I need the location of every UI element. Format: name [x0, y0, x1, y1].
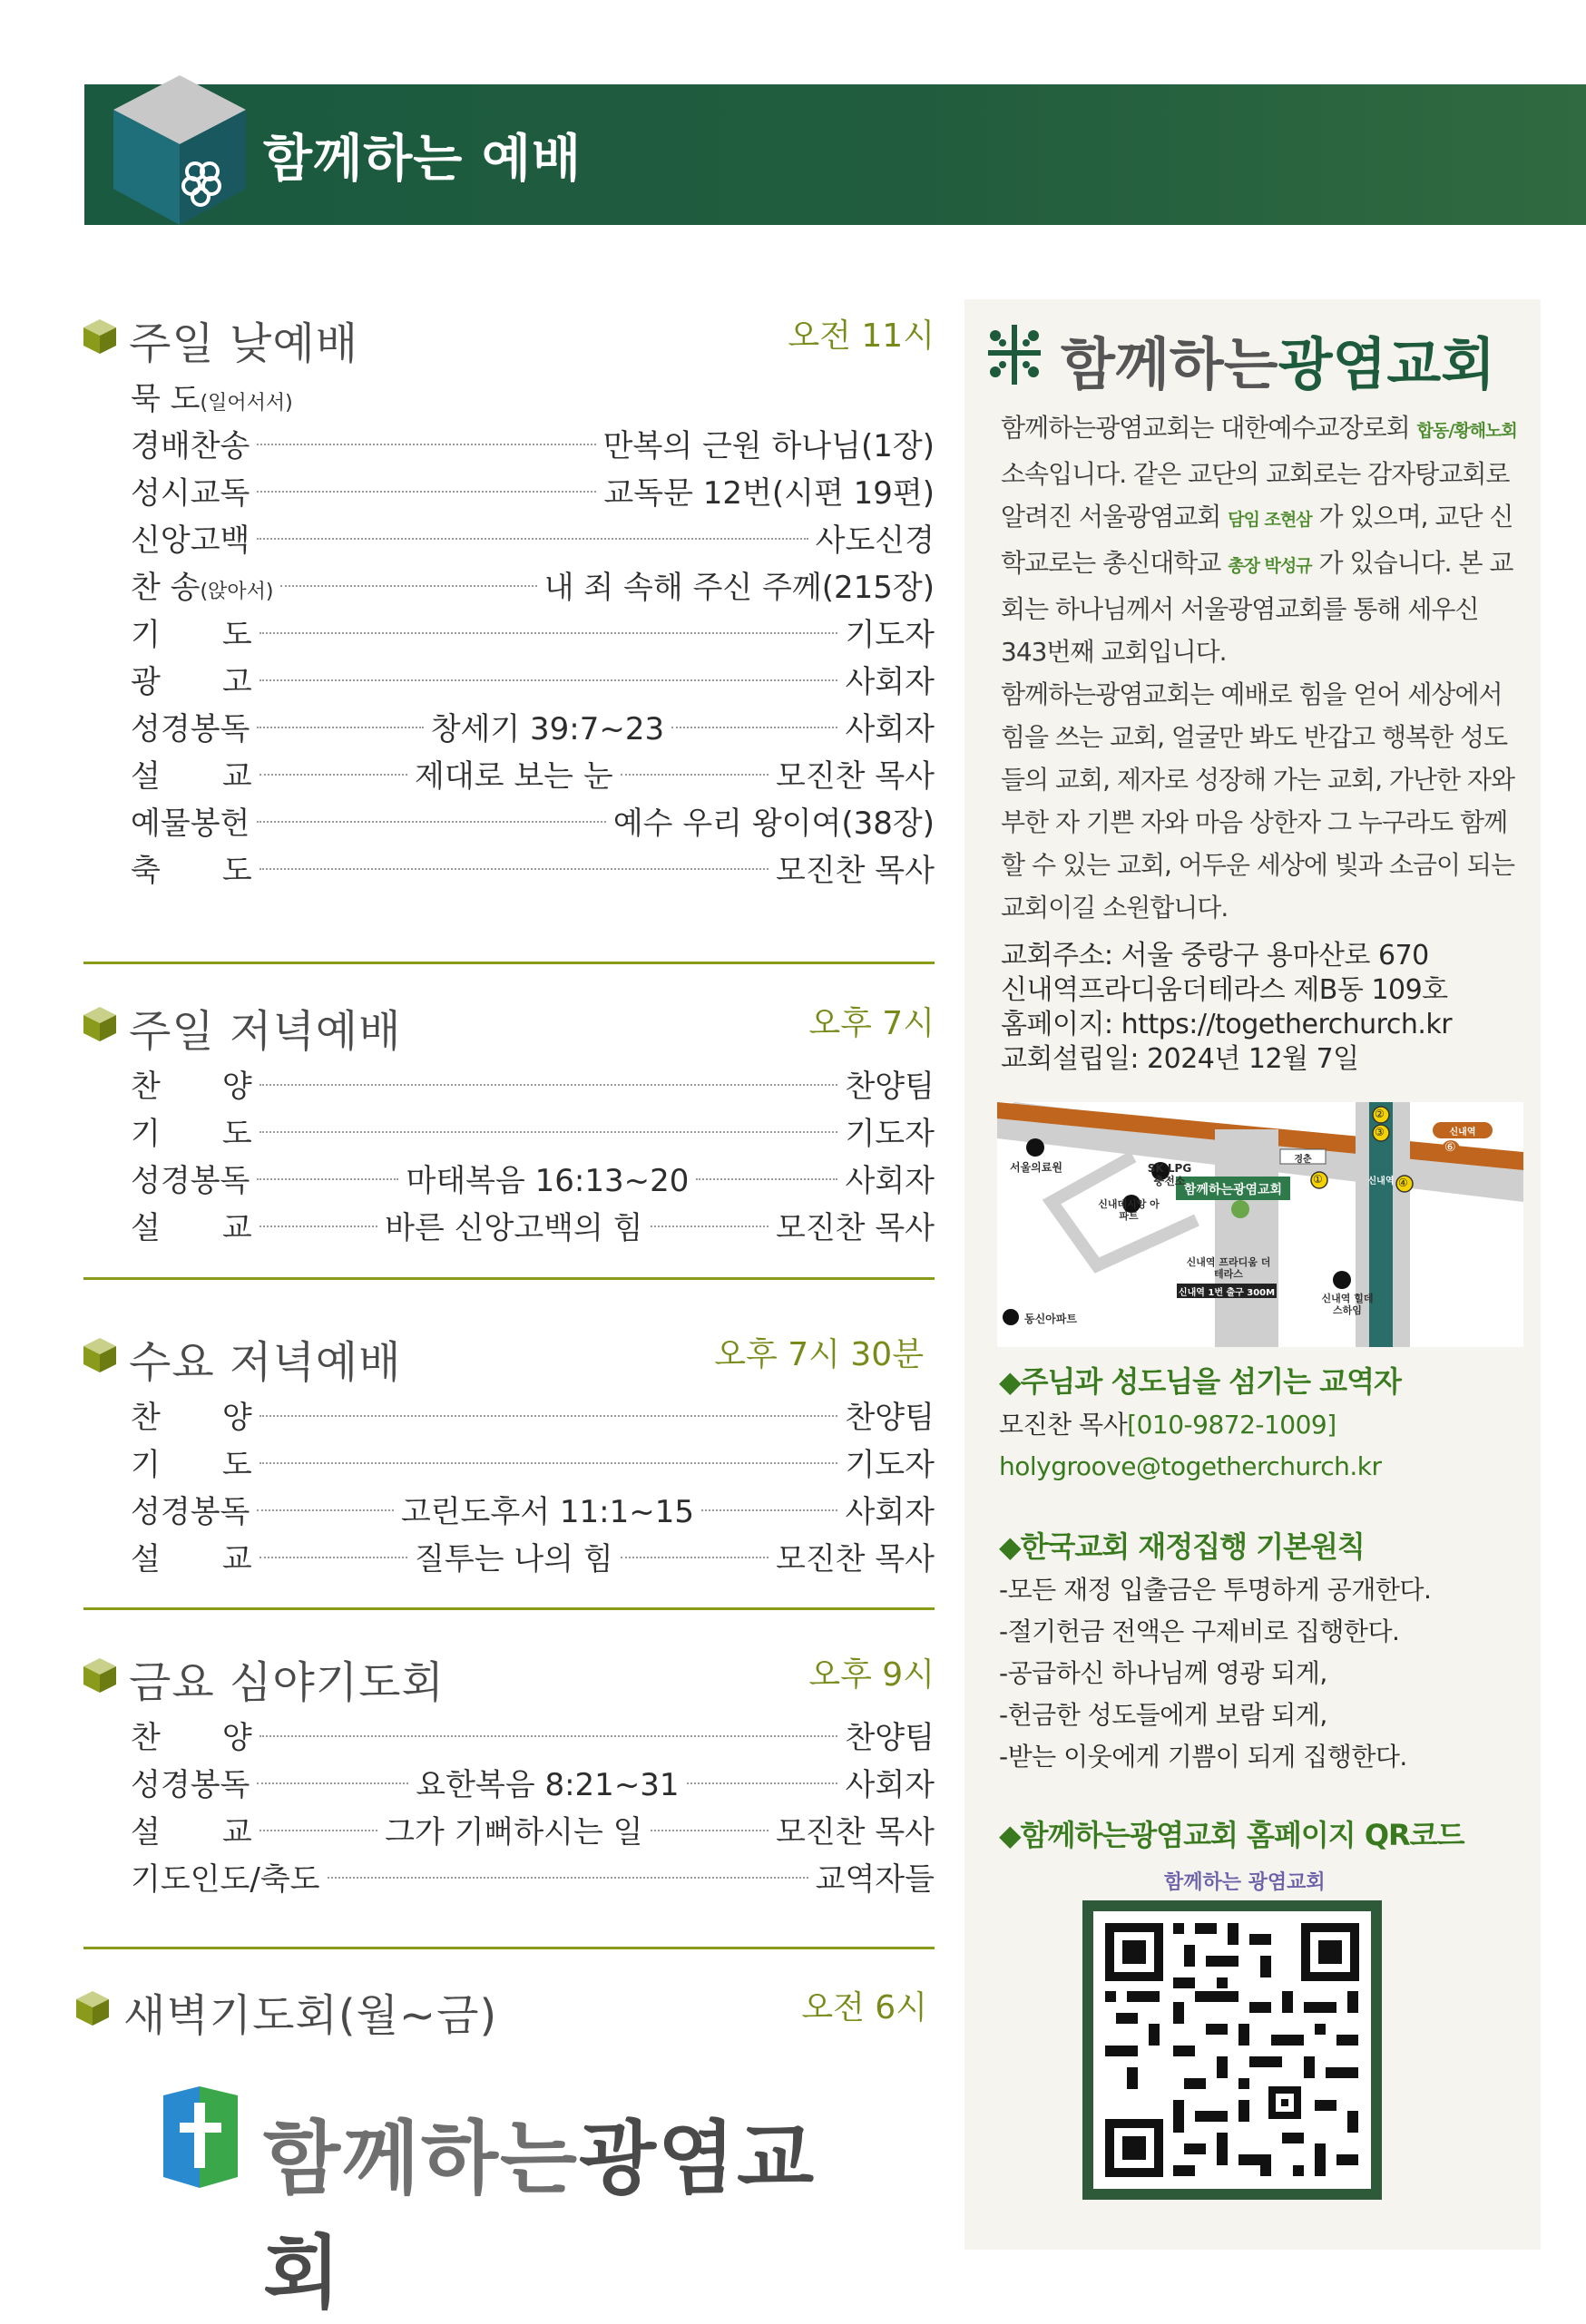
- item-detail: 마태복음 16:13~20: [406, 1162, 690, 1199]
- cube-logo-icon: [112, 75, 248, 225]
- item-label: 성시교독: [131, 474, 250, 512]
- finance-principles: [999, 1569, 1431, 1778]
- item-label: 신앙고백: [131, 522, 250, 559]
- minister-phone[interactable]: [010-9872-1009]: [1127, 1410, 1336, 1440]
- section-divider: [83, 1277, 935, 1280]
- item-value: 예수 우리 왕이여(38장): [612, 805, 935, 842]
- item-label: 설 교: [131, 1540, 252, 1577]
- item-value: 사회자: [845, 1766, 935, 1803]
- map-label: SK LPG 충전소: [1147, 1162, 1192, 1187]
- map-label: 동신아파트: [1024, 1313, 1077, 1325]
- section-title: 새벽기도회(월~금): [123, 1990, 498, 2041]
- page-header: [84, 84, 1586, 225]
- list-item: [131, 1711, 935, 1758]
- item-label: 축 도: [131, 852, 252, 889]
- item-value: 모진찬 목사: [775, 1813, 935, 1850]
- dotted-leader: [257, 491, 596, 493]
- section-header: [82, 989, 935, 1057]
- address-line: 신내역프라디움더테라스 제B동 109호: [1001, 974, 1448, 1006]
- dotted-leader: [259, 1462, 838, 1464]
- item-detail: 고린도후서 11:1~15: [400, 1493, 694, 1530]
- dotted-leader: [257, 538, 808, 540]
- cross-logo-icon: [163, 2086, 238, 2188]
- item-value: 찬양팀: [845, 1068, 935, 1105]
- church-name: 함께하는광염교회: [263, 2112, 817, 2319]
- map-line-number: ⑥: [1444, 1140, 1456, 1155]
- item-label: 광 고: [131, 663, 252, 700]
- list-item: [131, 372, 935, 419]
- item-value: 사회자: [845, 710, 935, 747]
- item-label: 찬 양: [131, 1719, 252, 1756]
- item-value: 사회자: [845, 1162, 935, 1199]
- homepage-link[interactable]: 홈페이지: https://togetherchurch.kr: [1001, 1009, 1453, 1040]
- order-of-service: [131, 372, 935, 891]
- section-time: 오후 7시: [808, 1005, 935, 1042]
- item-value: 사회자: [845, 663, 935, 700]
- sidebar-logo: [983, 317, 1527, 397]
- dotted-leader: [259, 774, 407, 776]
- item-value: 사회자: [845, 1493, 935, 1530]
- map-label: 신내역 힐데스하임: [1321, 1293, 1374, 1316]
- item-value: 모진찬 목사: [775, 1540, 935, 1577]
- dotted-leader: [696, 1178, 837, 1180]
- list-item: [131, 419, 935, 466]
- dotted-leader: [259, 1084, 838, 1086]
- item-value: 모진찬 목사: [775, 852, 935, 889]
- dotted-leader: [651, 1830, 769, 1831]
- star-cross-logo-icon: [983, 323, 1046, 386]
- item-label: 기 도: [131, 1115, 252, 1152]
- dawn-prayer: [82, 1973, 935, 2041]
- map-label: 신내역: [1367, 1177, 1395, 1186]
- section-header: [82, 1320, 935, 1388]
- map-label: 신내데시앙 아파트: [1098, 1198, 1160, 1222]
- church-introduction: [1001, 406, 1527, 929]
- intro-paragraph-2: 함께하는광염교회는 예배로 힘을 얻어 세상에서 힘을 쓰는 교회, 얼굴만 봐도 반갑고 행복한 성도들의 교회, 제자로 성장해 가는 교회, 가난한 자와 부한 자 기쁜 자와 마음 상한자 그 누구라도 함께할 수 있는 교회, 어두운 세상에 빛과 소금이 되는 교회이길 소원합니다.: [1001, 679, 1515, 923]
- list-item: [131, 1391, 935, 1438]
- finance-heading: ◆한국교회 재정집행 기본원칙: [999, 1529, 1365, 1564]
- cube-bullet-icon: [83, 1338, 116, 1372]
- dotted-leader: [259, 1830, 377, 1831]
- order-of-service: [131, 1059, 935, 1248]
- dotted-leader: [257, 821, 605, 823]
- church-logo: [163, 2086, 871, 2319]
- item-value: 모진찬 목사: [775, 1209, 935, 1246]
- item-label: 성경봉독: [131, 1766, 250, 1803]
- section-header: [82, 1640, 935, 1708]
- dotted-leader: [259, 1415, 838, 1417]
- item-value: 내 죄 속해 주신 주께(215장): [543, 569, 935, 606]
- list-item: [131, 1852, 935, 1899]
- minister-email[interactable]: holygroove@togetherchurch.kr: [999, 1451, 1382, 1481]
- church-info-sidebar: [964, 299, 1541, 2250]
- item-label: 설 교: [131, 1813, 252, 1850]
- item-value: 교역자들: [815, 1860, 935, 1898]
- church-address-block: [1001, 939, 1527, 1077]
- section-time: 오후 9시: [808, 1656, 935, 1694]
- item-detail: 그가 기뻐하시는 일: [385, 1813, 643, 1850]
- dotted-leader: [259, 679, 838, 681]
- map-church-label: 함께하는광염교회: [1183, 1183, 1283, 1197]
- item-detail: 제대로 보는 눈: [415, 757, 613, 795]
- list-item: [131, 749, 935, 796]
- order-of-service: [131, 1711, 935, 1899]
- list-item: -헌금한 성도들에게 보람 되게,: [999, 1700, 1327, 1730]
- section-title: 수요 저녁예배: [129, 1337, 402, 1388]
- list-item: [131, 608, 935, 655]
- item-value: 사도신경: [815, 522, 935, 559]
- item-label: 성경봉독: [131, 1162, 250, 1199]
- section-divider: [83, 1607, 935, 1610]
- map-exit-number: ①: [1313, 1173, 1323, 1186]
- item-label: 찬 송(앉아서): [131, 569, 274, 606]
- section-title: 주일 낮예배: [129, 318, 359, 369]
- section-header: [82, 1973, 935, 2041]
- list-item: [131, 466, 935, 513]
- item-value: 교독문 12번(시편 19편): [603, 474, 935, 512]
- page-title: 함께하는 예배: [263, 130, 583, 189]
- item-value: 찬양팀: [845, 1719, 935, 1756]
- cube-bullet-icon: [76, 1991, 109, 2026]
- list-item: [131, 702, 935, 749]
- list-item: [131, 796, 935, 844]
- map-label: 경춘: [1294, 1155, 1312, 1165]
- item-detail: 바른 신앙고백의 힘: [385, 1209, 643, 1246]
- list-item: -받는 이웃에게 기쁨이 되게 집행한다.: [999, 1742, 1407, 1772]
- dotted-leader: [328, 1877, 808, 1879]
- qr-caption: 함께하는 광염교회: [1164, 1871, 1326, 1894]
- section-time: 오전 6시: [801, 1989, 927, 2026]
- list-item: [131, 844, 935, 891]
- qr-heading: ◆함께하는광염교회 홈페이지 QR코드: [999, 1818, 1464, 1852]
- list-item: [131, 655, 935, 702]
- section-header: [82, 301, 935, 369]
- list-item: [131, 1154, 935, 1201]
- item-label: 찬 양: [131, 1068, 252, 1105]
- dotted-leader: [671, 727, 837, 728]
- dotted-leader: [621, 1557, 769, 1558]
- list-item: [131, 1107, 935, 1154]
- sunday-evening-service: [82, 989, 935, 1248]
- dotted-leader: [651, 1225, 769, 1227]
- list-item: [131, 1438, 935, 1485]
- qr-code-frame[interactable]: [1082, 1900, 1382, 2200]
- dotted-leader: [259, 1735, 838, 1737]
- item-label: 기 도: [131, 1446, 252, 1483]
- list-item: [131, 1201, 935, 1248]
- list-item: [131, 561, 935, 608]
- dotted-leader: [257, 727, 423, 728]
- dotted-leader: [257, 444, 595, 445]
- dotted-leader: [687, 1782, 838, 1784]
- map-label: 신내역 프라디움 더 테라스: [1186, 1256, 1271, 1280]
- item-label: 경배찬송: [131, 427, 250, 464]
- item-detail: 질투는 나의 힘: [415, 1540, 613, 1577]
- list-item: -절기헌금 전액은 구제비로 집행한다.: [999, 1616, 1400, 1646]
- list-item: [131, 1485, 935, 1532]
- list-item: [131, 1059, 935, 1107]
- item-value: 기도자: [845, 616, 935, 653]
- intro-paragraph-1: 함께하는광염교회는 대한예수교장로회 합동/황해노회 소속입니다. 같은 교단의 교회로는 감자탕교회로 알려진 서울광염교회 담임 조현삼 가 있으며, 교단 신학교로는 총신대학교 총장 박성규 가 있습니다. 본 교회는 하나님께서 서울광염교회를 통해 세우신 343번째 교회입니다.: [1001, 413, 1517, 667]
- dotted-leader: [621, 774, 769, 776]
- minister-contact: [999, 1404, 1381, 1488]
- dotted-leader: [280, 585, 536, 587]
- list-item: -공급하신 하나님께 영광 되게,: [999, 1658, 1327, 1688]
- item-label: 성경봉독: [131, 1493, 250, 1530]
- item-label: 성경봉독: [131, 710, 250, 747]
- map-exit-number: ④: [1398, 1177, 1408, 1189]
- map-exit-number: ③: [1375, 1126, 1385, 1138]
- wednesday-evening-service: [82, 1320, 935, 1579]
- dotted-leader: [257, 1178, 398, 1180]
- list-item: -모든 재정 입출금은 투명하게 공개한다.: [999, 1575, 1432, 1605]
- section-time: 오전 11시: [788, 317, 935, 355]
- cube-bullet-icon: [83, 1007, 116, 1041]
- dotted-leader: [259, 868, 769, 870]
- item-value: 기도자: [845, 1115, 935, 1152]
- map-label: 신내역 1번 출구 300M: [1178, 1288, 1276, 1298]
- item-detail: 창세기 39:7~23: [430, 710, 665, 747]
- founding-date: 교회설립일: 2024년 12월 7일: [1001, 1043, 1359, 1075]
- cube-bullet-icon: [83, 319, 116, 354]
- order-of-service: [131, 1391, 935, 1579]
- dotted-leader: [259, 1225, 377, 1227]
- item-value: 만복의 근원 하나님(1장): [602, 427, 935, 464]
- item-value: 찬양팀: [845, 1399, 935, 1436]
- cube-bullet-icon: [83, 1658, 116, 1693]
- dotted-leader: [701, 1509, 837, 1511]
- map-label: 서울의료원: [1010, 1161, 1062, 1174]
- item-label: 설 교: [131, 1209, 252, 1246]
- item-value: 기도자: [845, 1446, 935, 1483]
- map-label: 신내역: [1449, 1128, 1476, 1138]
- list-item: [131, 1805, 935, 1852]
- list-item: [131, 1758, 935, 1805]
- dotted-leader: [259, 1131, 838, 1133]
- item-label: 설 교: [131, 757, 252, 795]
- item-label: 기도인도/축도: [131, 1860, 320, 1898]
- friday-night-prayer: [82, 1640, 935, 1899]
- item-label: 묵 도(일어서서): [131, 380, 293, 417]
- item-label: 예물봉헌: [131, 805, 250, 842]
- dotted-leader: [257, 1509, 393, 1511]
- item-value: 모진찬 목사: [775, 757, 935, 795]
- item-label: 기 도: [131, 616, 252, 653]
- sunday-day-service: [82, 301, 935, 891]
- map-exit-number: ②: [1375, 1108, 1385, 1120]
- minister-name: 모진찬 목사: [999, 1410, 1128, 1440]
- section-divider: [83, 1947, 935, 1949]
- location-map: [997, 1102, 1523, 1347]
- section-title: 주일 저녁예배: [129, 1006, 402, 1057]
- section-divider: [83, 962, 935, 964]
- list-item: [131, 513, 935, 561]
- dotted-leader: [259, 1557, 407, 1558]
- dotted-leader: [257, 1782, 408, 1784]
- section-time: 오후 7시 30분: [714, 1336, 924, 1373]
- item-label: 찬 양: [131, 1399, 252, 1436]
- item-detail: 요한복음 8:21~31: [416, 1766, 680, 1803]
- minister-heading: ◆주님과 성도님을 섬기는 교역자: [999, 1364, 1401, 1399]
- sidebar-church-name: 함께하는광염교회: [1061, 331, 1496, 397]
- list-item: [131, 1532, 935, 1579]
- dotted-leader: [259, 632, 838, 634]
- qr-code-icon: [1082, 1900, 1382, 2200]
- address-line: 교회주소: 서울 중랑구 용마산로 670: [1001, 940, 1429, 972]
- section-title: 금요 심야기도회: [129, 1657, 445, 1708]
